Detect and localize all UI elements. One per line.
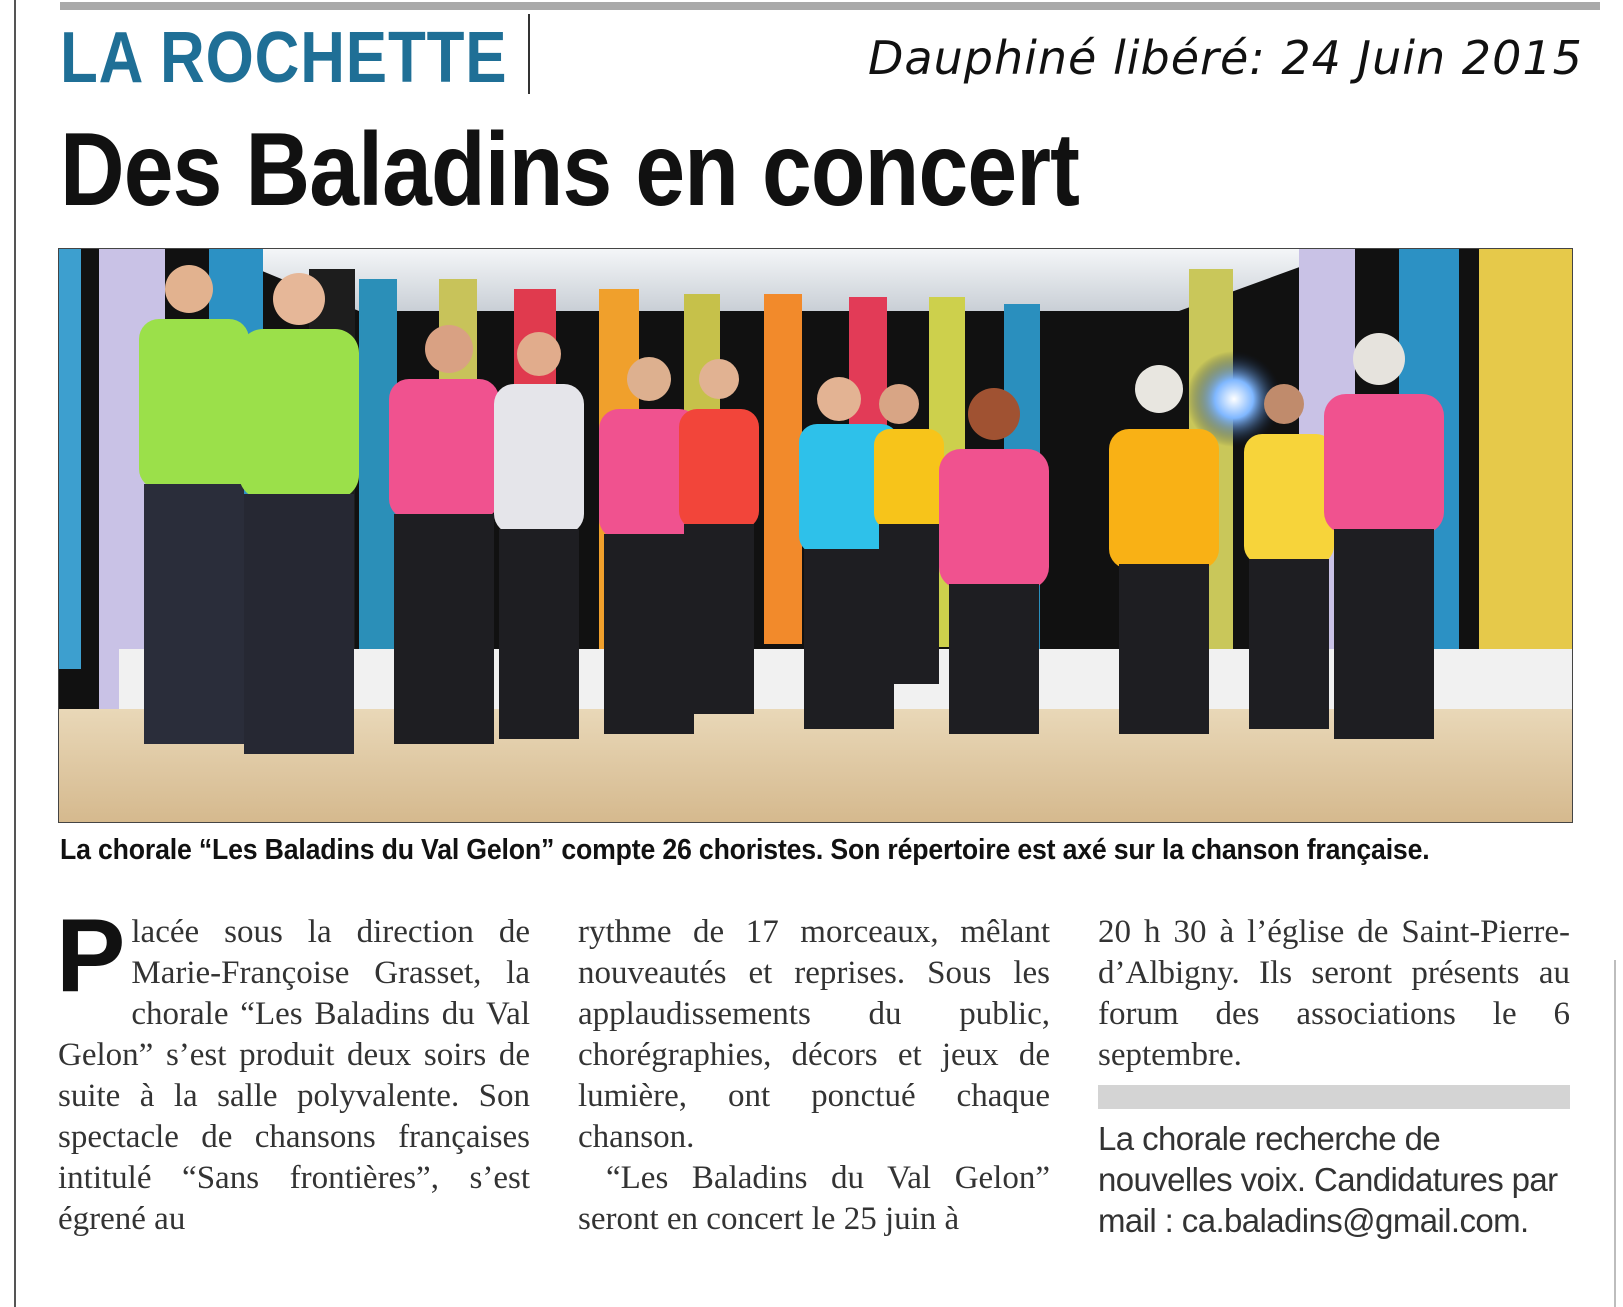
notice-divider <box>1098 1085 1570 1109</box>
article-photo <box>58 248 1573 823</box>
article-column-3: 20 h 30 à l’église de Saint-Pierre-d’Albigny. Ils seront présents au forum des associations le 6 septembre. <box>1098 914 1570 1073</box>
page-edge-rule-right <box>1614 960 1616 1307</box>
notice-box: La chorale recherche de nouvelles voix. Candidatures par mail : ca.baladins@gmail.com. <box>1098 1120 1558 1239</box>
drop-cap: P <box>56 898 126 1014</box>
section-separator <box>528 14 530 94</box>
article-paragraph-1: Placée sous la direction de Marie-Françoise Grasset, la chorale “Les Baladins du Val Gelon” s’est produit deux soirs de suite à la salle polyvalente. Son spectacle de chansons françaises intitulé “Sans frontières”, s’est égrené au <box>56 898 530 1237</box>
article-column-2: rythme de 17 morceaux, mêlant nouveautés et reprises. Sous les applaudissements du public, chorégraphies, décors et jeux de lumière, ont ponctué chaque chanson. “Les Baladins du Val Gelon” seront en concert le 25 juin à <box>578 914 1050 1237</box>
page-edge-rule <box>14 0 16 1307</box>
article-headline: Des Baladins en concert <box>60 112 1080 228</box>
source-date-handwritten: Dauphiné libéré: 24 Juin 2015 <box>868 31 1583 85</box>
section-title: LA ROCHETTE <box>60 18 508 98</box>
top-rule <box>60 2 1600 10</box>
photo-caption: La chorale “Les Baladins du Val Gelon” compte 26 choristes. Son répertoire est axé sur la chanson française. <box>60 834 1430 866</box>
article-column-1 <box>56 898 530 1240</box>
